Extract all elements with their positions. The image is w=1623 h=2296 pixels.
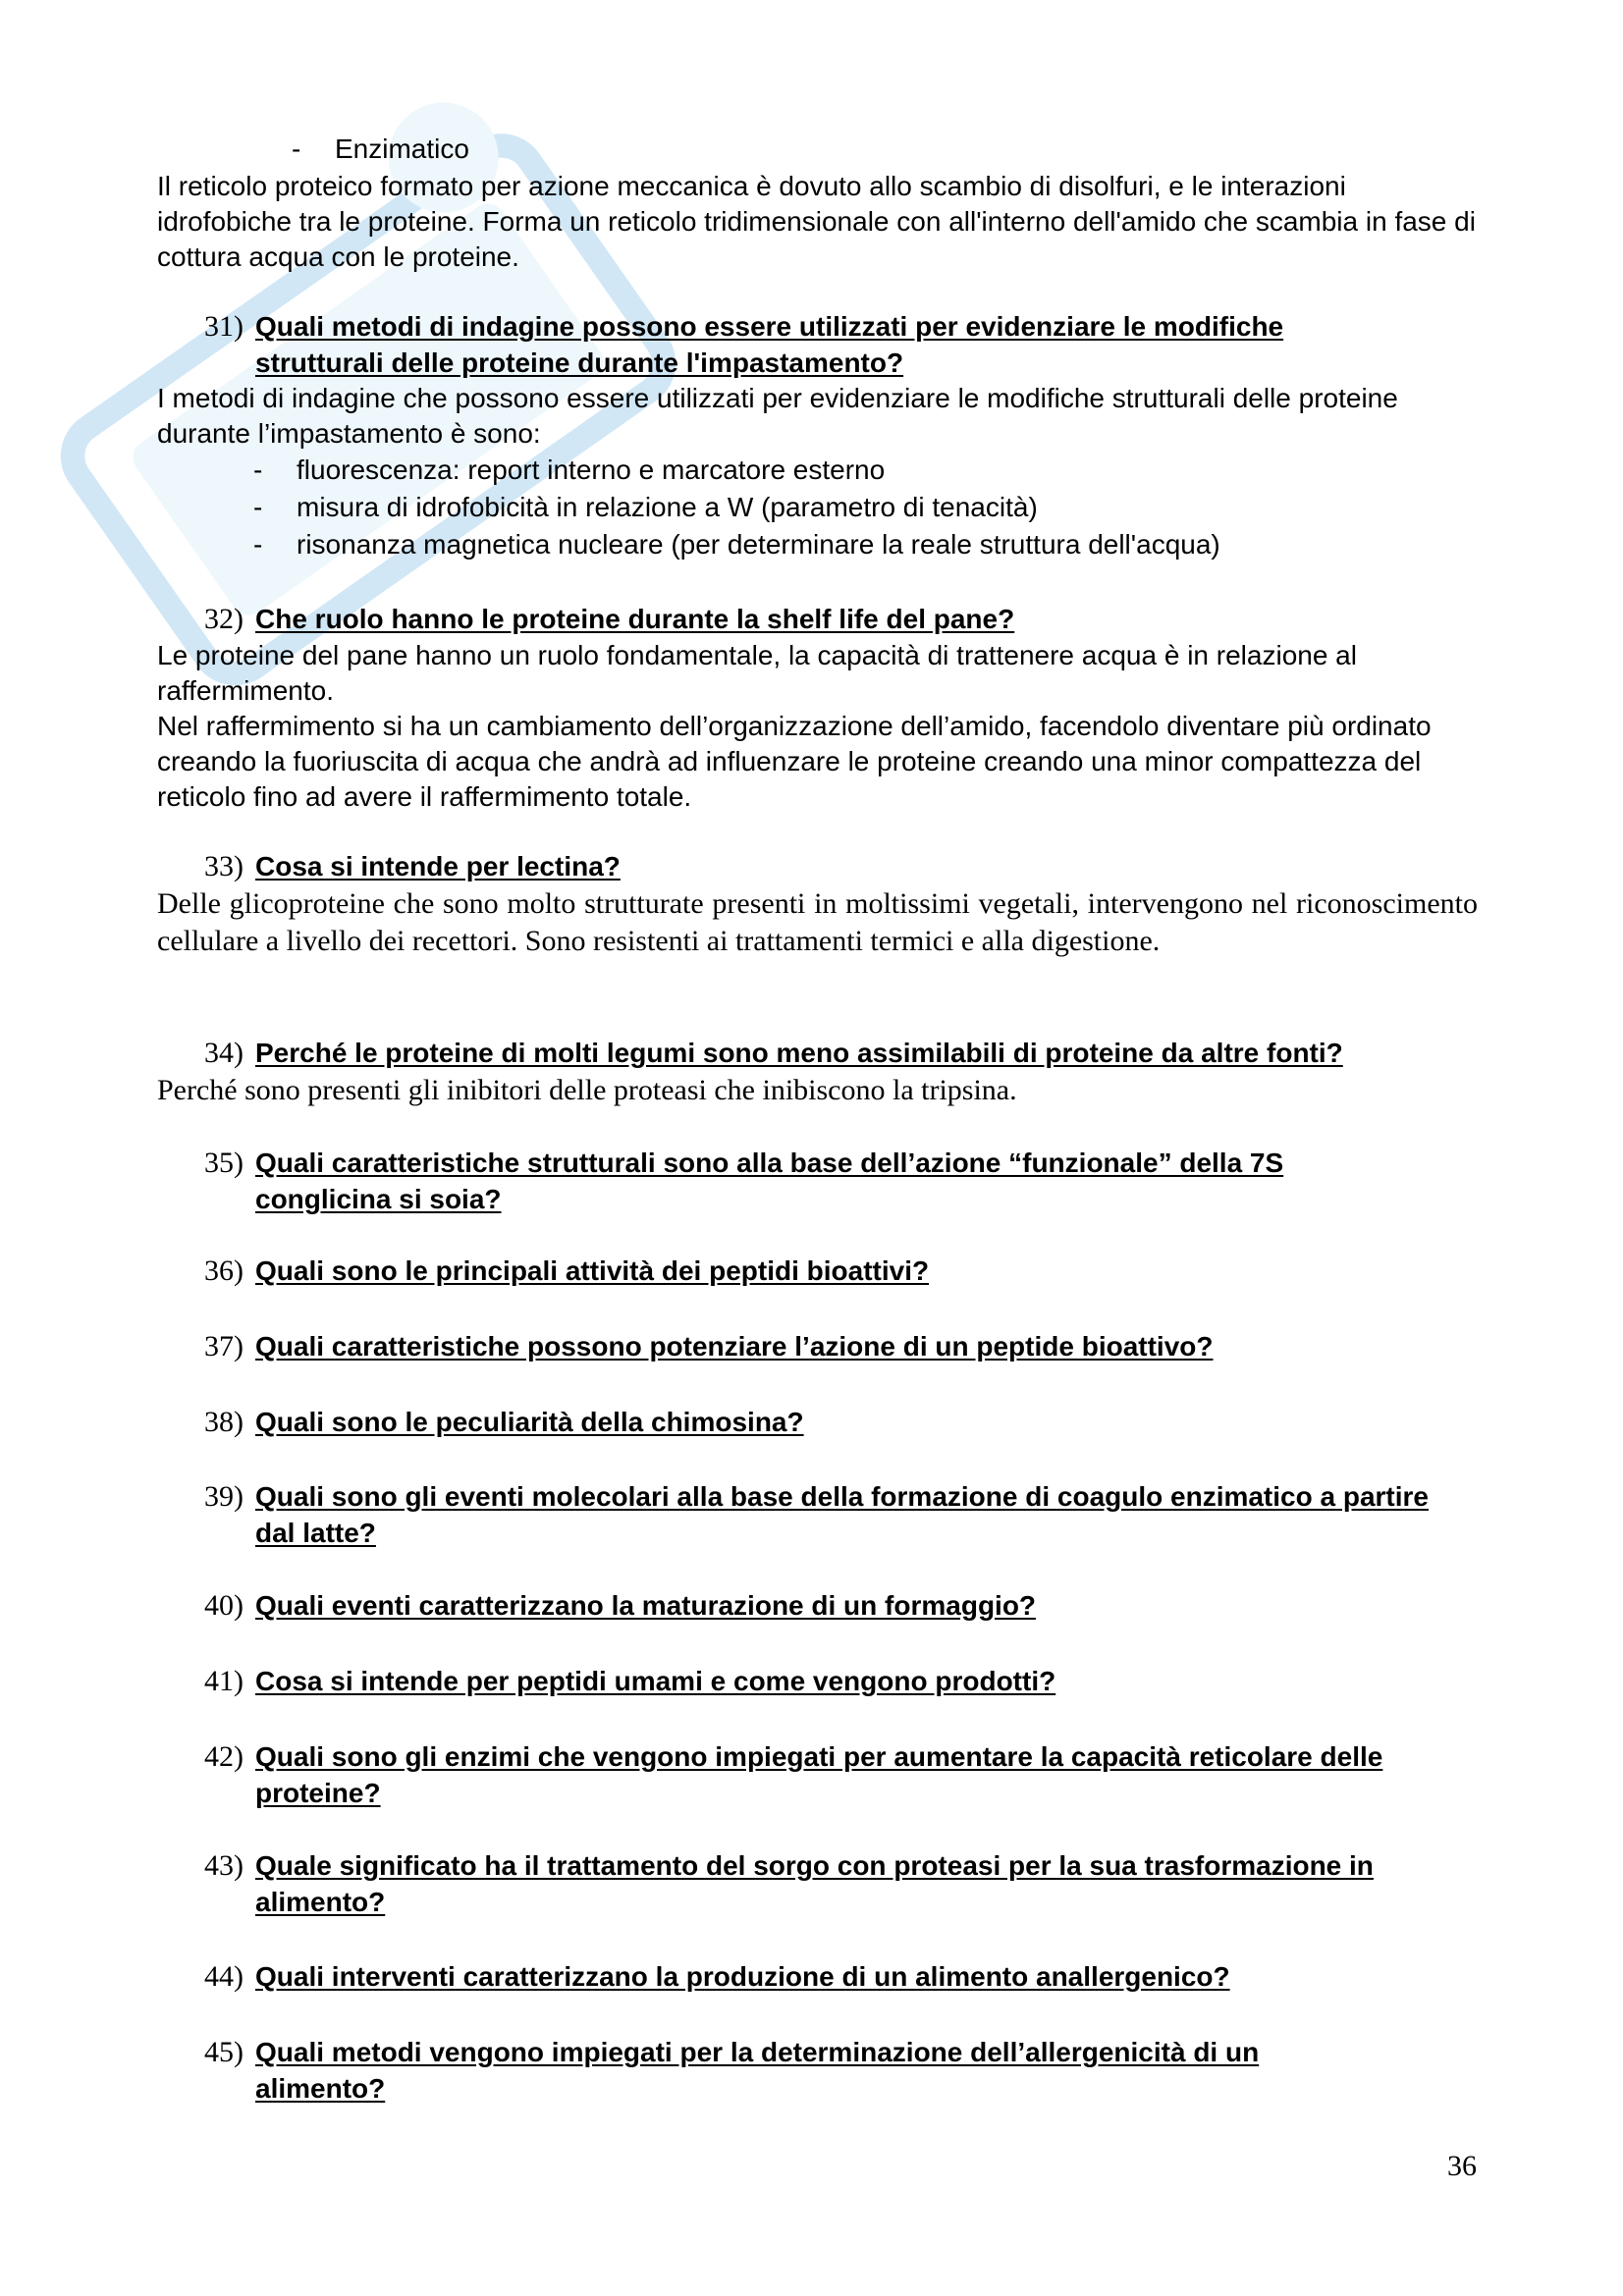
question-31: 31) Quali metodi di indagine possono essere utilizzati per evidenziare le modifiche strutturali delle proteine durante l'impastamento? xyxy=(204,310,1284,378)
answer-32-part2: Nel raffermimento si ha un cambiamento dell’organizzazione dell’amido, facendolo diventare più ordinato creando la fuoriuscita di acqua che andrà ad influenzare le proteine creando una minor compattezza del reticolo fino ad avere il raffermimento totale. xyxy=(157,711,1432,812)
question-43: 43) Quale significato ha il trattamento del sorgo con proteasi per la sua trasformazione in alimento? xyxy=(204,1849,1374,1917)
question-37: 37) Quali caratteristiche possono potenziare l’azione di un peptide bioattivo? xyxy=(204,1330,1214,1362)
top-bullet: - Enzimatico xyxy=(292,133,469,164)
question-44: 44) Quali interventi caratterizzano la produzione di un alimento anallergenico? xyxy=(204,1960,1230,1993)
intro-paragraph: Il reticolo proteico formato per azione meccanica è dovuto allo scambio di disolfuri, e le interazioni idrofobiche tra le proteine. Forma un reticolo tridimensionale con all'interno dell'amido che scambia in fase di cottura acqua con le proteine. xyxy=(157,171,1476,272)
question-42: 42) Quali sono gli enzimi che vengono impiegati per aumentare la capacità reticolare delle proteine? xyxy=(204,1740,1383,1808)
question-35: 35) Quali caratteristiche strutturali sono alla base dell’azione “funzionale” della 7S conglicina si soia? xyxy=(204,1147,1284,1214)
document-page xyxy=(157,0,1483,2296)
answer-31-bullet: - risonanza magnetica nucleare (per determinare la reale struttura dell'acqua) xyxy=(253,529,1220,560)
answer-34: Perché sono presenti gli inibitori delle proteasi che inibiscono la tripsina. xyxy=(157,1074,1017,1106)
question-38: 38) Quali sono le peculiarità della chimosina? xyxy=(204,1406,804,1438)
question-36: 36) Quali sono le principali attività dei peptidi bioattivi? xyxy=(204,1255,930,1287)
question-33: 33) Cosa si intende per lectina? xyxy=(204,850,621,882)
answer-31-bullet: - fluorescenza: report interno e marcatore esterno xyxy=(253,454,886,485)
question-32: 32) Che ruolo hanno le proteine durante la shelf life del pane? xyxy=(204,603,1015,635)
answer-33: Delle glicoproteine che sono molto strutturate presenti in moltissimi vegetali, intervengono nel riconoscimento cellulare a livello dei recettori. Sono resistenti ai trattamenti termici e alla digestione. xyxy=(157,887,1478,957)
question-40: 40) Quali eventi caratterizzano la maturazione di un formaggio? xyxy=(204,1589,1037,1622)
page-number: 36 xyxy=(1447,2150,1477,2182)
question-39: 39) Quali sono gli eventi molecolari alla base della formazione di coagulo enzimatico a partire dal latte? xyxy=(204,1480,1429,1548)
answer-32-part1: Le proteine del pane hanno un ruolo fondamentale, la capacità di trattenere acqua è in relazione al raffermimento. xyxy=(157,640,1357,706)
question-45: 45) Quali metodi vengono impiegati per la determinazione dell’allergenicità di un alimento? xyxy=(204,2036,1260,2104)
question-34: 34) Perché le proteine di molti legumi sono meno assimilabili di proteine da altre fonti? xyxy=(204,1037,1343,1069)
question-41: 41) Cosa si intende per peptidi umami e come vengono prodotti? xyxy=(204,1665,1056,1697)
answer-31: I metodi di indagine che possono essere utilizzati per evidenziare le modifiche strutturali delle proteine durante l’impastamento è sono: xyxy=(157,383,1398,449)
answer-31-bullet: - misura di idrofobicità in relazione a W (parametro di tenacità) xyxy=(253,492,1038,522)
